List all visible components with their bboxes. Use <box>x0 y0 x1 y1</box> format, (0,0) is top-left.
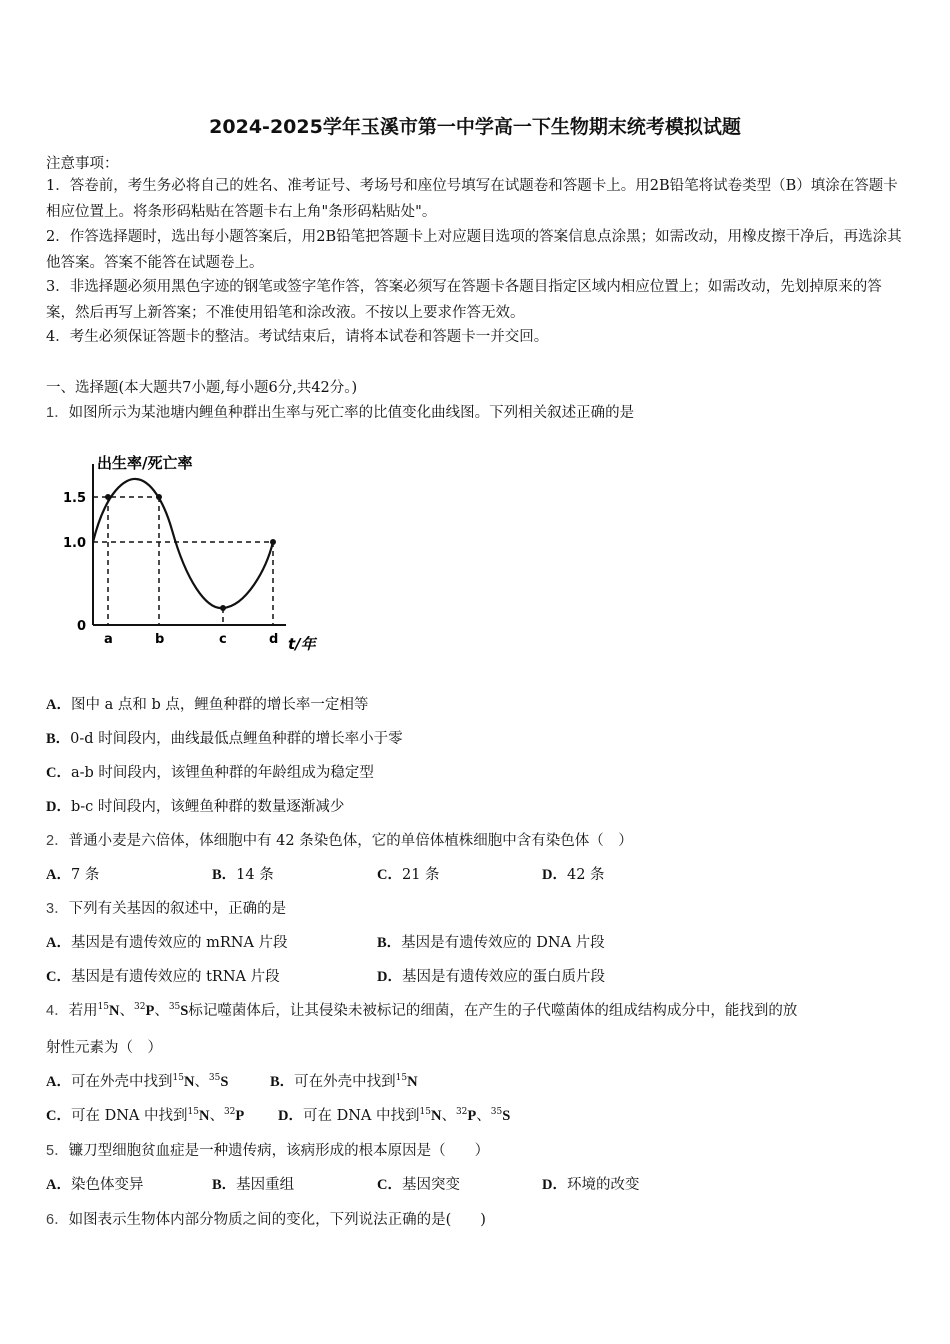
question-4-stem-line2: 射性元素为（ ） <box>46 1040 162 1056</box>
exam-title: 2024-2025学年玉溪市第一中学高一下生物期末统考模拟试题 <box>209 116 741 138</box>
q2-option-d[interactable]: D．42 条 <box>542 867 605 883</box>
q5-option-c[interactable]: C．基因突变 <box>377 1177 460 1193</box>
ratio-curve <box>93 479 273 608</box>
notice-heading: 注意事项： <box>46 156 119 172</box>
notice-item-4: 4．考生必须保证答题卡的整洁。考试结束后，请将本试卷和答题卡一并交回。 <box>46 329 549 345</box>
point-d <box>270 539 276 545</box>
x-tick-b: b <box>155 632 165 647</box>
q5-option-d[interactable]: D．环境的改变 <box>542 1177 640 1193</box>
q3-option-b[interactable]: B．基因是有遗传效应的 DNA 片段 <box>377 935 605 951</box>
question-number: 1． <box>46 405 69 421</box>
y-tick-0: 0 <box>77 619 87 634</box>
q3-option-d[interactable]: D．基因是有遗传效应的蛋白质片段 <box>377 969 605 985</box>
birth-death-ratio-chart <box>63 450 336 662</box>
q2-option-a[interactable]: A．7 条 <box>46 867 100 883</box>
y-tick-1-5: 1.5 <box>63 491 87 506</box>
q4-option-b[interactable]: B．可在外壳中找到$^{15}$N <box>270 1073 418 1090</box>
q5-option-b[interactable]: B．基因重组 <box>212 1177 295 1193</box>
q1-option-d[interactable]: D．b-c 时间段内，该鲤鱼种群的数量逐渐减少 <box>46 799 345 815</box>
q1-option-b[interactable]: B．0-d 时间段内，曲线最低点鲤鱼种群的增长率小于零 <box>46 731 403 747</box>
x-tick-c: c <box>219 632 227 647</box>
q1-option-c[interactable]: C．a-b 时间段内，该锂鱼种群的年龄组成为稳定型 <box>46 765 374 781</box>
notice-item-3: 3．非选择题必须用黑色字迹的钢笔或签字笔作答，答案必须写在答题卡各题目指定区域内相应位置上；如需改动，先划掉原来的答案，然后再写上新答案；不准使用铅笔和涂改液。不按以上要求作答无效。 <box>46 279 882 321</box>
point-c <box>220 605 226 611</box>
q5-option-a[interactable]: A．染色体变异 <box>46 1177 144 1193</box>
question-6-stem: 6．如图表示生物体内部分物质之间的变化，下列说法正确的是( ) <box>46 1212 486 1228</box>
q4-option-a[interactable]: A．可在外壳中找到$^{15}$N、$^{35}$S <box>46 1073 229 1090</box>
q3-option-a[interactable]: A．基因是有遗传效应的 mRNA 片段 <box>46 935 288 951</box>
notice-item-1: 1．答卷前，考生务必将自己的姓名、准考证号、考场号和座位号填写在试题卷和答题卡上。用2B铅笔将试卷类型（B）填涂在答题卡相应位置上。将条形码粘贴在答题卡右上角"条形码粘贴处"。 <box>46 178 898 220</box>
question-4-stem: 4．若用$^{15}$N、$^{32}$P、$^{35}$S标记噬菌体后，让其侵染未被标记的细菌，在产生的子代噬菌体的组成结构成分中，能找到的放 <box>46 1002 798 1019</box>
section-heading: 一、选择题(本大题共7小题,每小题6分,共42分。) <box>46 380 358 396</box>
q2-option-c[interactable]: C．21 条 <box>377 867 440 883</box>
y-tick-1-0: 1.0 <box>63 536 87 551</box>
x-axis-label: t/年 <box>288 635 316 653</box>
point-a <box>105 494 111 500</box>
q4-option-d[interactable]: D．可在 DNA 中找到$^{15}$N、$^{32}$P、$^{35}$S <box>278 1107 511 1124</box>
y-axis-label: 出生率/死亡率 <box>97 454 193 472</box>
notice-item-2: 2．作答选择题时，选出每小题答案后，用2B铅笔把答题卡上对应题目选项的答案信息点涂黑；如需改动，用橡皮擦干净后，再选涂其他答案。答案不能答在试题卷上。 <box>46 229 902 271</box>
question-5-stem: 5．镰刀型细胞贫血症是一种遗传病，该病形成的根本原因是（ ） <box>46 1143 490 1159</box>
q4-option-c[interactable]: C．可在 DNA 中找到$^{15}$N、$^{32}$P <box>46 1107 245 1124</box>
x-tick-a: a <box>104 632 113 647</box>
question-text: 如图所示为某池塘内鲤鱼种群出生率与死亡率的比值变化曲线图。下列相关叙述正确的是 <box>68 405 635 421</box>
question-2-stem: 2．普通小麦是六倍体，体细胞中有 42 条染色体，它的单倍体植株细胞中含有染色体（ ） <box>46 833 633 849</box>
question-1-stem <box>46 401 634 422</box>
q3-option-c[interactable]: C．基因是有遗传效应的 tRNA 片段 <box>46 969 280 985</box>
q1-option-a[interactable]: A．图中 a 点和 b 点，鲤鱼种群的增长率一定相等 <box>46 697 369 713</box>
question-3-stem: 3．下列有关基因的叙述中，正确的是 <box>46 901 287 917</box>
x-tick-d: d <box>269 632 279 647</box>
q2-option-b[interactable]: B．14 条 <box>212 867 274 883</box>
point-b <box>156 494 162 500</box>
